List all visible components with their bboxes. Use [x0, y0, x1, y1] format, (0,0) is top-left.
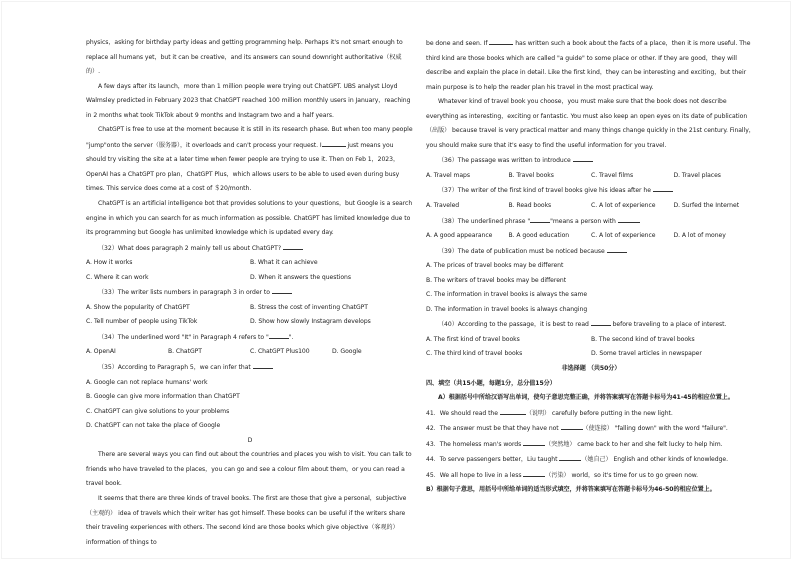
answer-blank	[618, 214, 640, 223]
option-row	[426, 347, 756, 362]
option: A. Traveled	[426, 202, 460, 210]
answer-blank	[269, 330, 289, 339]
option: D. Some travel articles in newspaper	[591, 350, 702, 358]
answer-blank	[489, 36, 513, 45]
answer-blank	[607, 244, 627, 253]
option-row	[86, 345, 414, 360]
answer-blank	[559, 452, 581, 461]
option: A. Google can not replace humans' work	[86, 378, 208, 386]
option: C. The information in travel books is always the same	[426, 291, 588, 299]
option-row	[86, 256, 414, 271]
answer-blank	[561, 421, 583, 430]
section-a-instruction: A）根据括号中所给汉语写出单词，使句子意思完整正确，并将答案填写在答题卡标号为41-45的相应位置上。	[438, 394, 734, 402]
option-row	[86, 271, 414, 286]
option: B. Stress the cost of inventing ChatGPT	[250, 303, 368, 311]
section-heading-d: D	[247, 436, 253, 444]
option: B. ChatGPT	[168, 348, 202, 356]
passage-d-paragraph: There are several ways you can find out about the countries and places you wish to visit. You can talk to friends who have traveled to the places，you can go and see a colour film about them，or you can read a travel book.	[86, 451, 412, 488]
question-35: （35）According to Paragraph 5，we can infer that	[86, 360, 414, 376]
question-41: 41．We should read the （说明） carefully before putting in the new light.	[426, 406, 756, 422]
option: C. ChatGPT Plus100	[250, 348, 310, 356]
question-45: 45．We all hope to live in a less （污染） world，so it's time for us to go green now.	[426, 468, 756, 484]
answer-blank	[530, 214, 550, 223]
option: B. The second kind of travel books	[591, 335, 695, 343]
option: B. Google can give more information than ChatGPT	[86, 393, 240, 401]
option: A. Show the popularity of ChatGPT	[86, 303, 190, 311]
option: D. Google	[332, 348, 362, 356]
option: B. Travel books	[508, 171, 554, 179]
question-38: （38）The underlined phrase " "means a person with	[426, 214, 756, 230]
question-32: （32）What does paragraph 2 mainly tell us about ChatGPT?	[86, 241, 414, 257]
option: B. A good education	[508, 232, 570, 240]
option-row	[86, 301, 414, 316]
question-43: 43．The homeless man's words （突然地） came back to her and she felt lucky to help him.	[426, 437, 756, 453]
nonchoice-heading: 非选择题 （共50分）	[561, 365, 621, 373]
question-37: （37）The writer of the first kind of travel books give his ideas after he	[426, 183, 756, 199]
answer-blank	[500, 406, 526, 415]
answer-blank	[591, 317, 611, 326]
option-row	[426, 229, 756, 244]
option: A. How it works	[86, 259, 133, 267]
passage-c-paragraph: A few days after its launch，more than 1 million people were trying out ChatGPT. UBS analyst Lloyd Walmsley predicted in February 2023 that ChatGPT reached 100 million monthly users in January，reaching in 2 months what took TikTok about 9 months and Instagram two and a half years.	[86, 82, 411, 119]
right-column	[426, 36, 756, 498]
option: B. Read books	[508, 202, 552, 210]
option: B. The writers of travel books may be different	[426, 276, 567, 284]
option: A. The first kind of travel books	[426, 335, 520, 343]
answer-blank	[523, 437, 545, 446]
option: C. ChatGPT can give solutions to your problems	[86, 407, 230, 415]
answer-blank	[523, 468, 545, 477]
option: A. The prices of travel books may be different	[426, 262, 564, 270]
option: C. Where it can work	[86, 273, 149, 281]
question-42: 42．The answer must be that they have not （使连接） "falling down" with the word "failure".	[426, 421, 756, 437]
option: D. When it answers the questions	[250, 273, 351, 281]
question-44: 44．To serve passengers better，Liu taught （她自己） English and other kinds of knowledge.	[426, 452, 756, 468]
option-row	[426, 199, 756, 214]
option: D. Show how slowly Instagram develops	[250, 318, 371, 326]
option-row	[426, 333, 756, 348]
passage-c-paragraph: ChatGPT is an artificial intelligence bot that provides solutions to your questions，but Google is a search engine in which you can search for as much information as possible. ChatGPT has limited knowledge due to its programming but Google has unlimited knowledge which is updated every day.	[86, 200, 413, 237]
passage-d-paragraph: be done and seen. If has written such a book about the facts of a place，then it is more useful. The third kind are those books which are called "a guide" to some place or other. If they are good，they will describe and explain the place in detail. Like the first kind，they can be interesting and exciting，but their main purpose is to help the reader plan his travel in the most practical way.	[426, 36, 756, 95]
question-40: （40）According to the passage，it is best to read before traveling to a place of interest.	[426, 317, 756, 333]
passage-d-paragraph: It seems that there are three kinds of travel books. The first are those that give a personal，subjective（主观的） idea of travels which their writer has got himself. These books can be useful if the writers share their traveling experiences with others. The second kind are those books which give objective（客观的） information of things to	[86, 494, 407, 546]
option: C. Tell number of people using TikTok	[86, 318, 198, 326]
passage-c-paragraph: physics，asking for birthday party ideas and getting programming help. Perhaps it's not smart enough to replace all humans yet，but it can be creative，and its answers can sound downright authoritative（权威的）.	[86, 39, 403, 76]
answer-blank	[253, 360, 273, 369]
section-b-instruction: B）根据句子意思，用括号中所给单词的适当形式填空，并将答案填写在答题卡标号为46-50的相应位置上。	[426, 486, 716, 494]
question-39: （39）The date of publication must be noticed because	[426, 244, 756, 260]
option-row	[86, 315, 414, 330]
question-34: （34）The underlined word "It" in Paragraph 4 refers to " ".	[86, 330, 414, 346]
option: C. Travel films	[591, 171, 634, 179]
section-4-heading: 四、填空（共15小题，每题1分，总分值15分）	[426, 379, 556, 387]
option: D. ChatGPT can not take the place of Google	[86, 422, 221, 430]
passage-d-paragraph: Whatever kind of travel book you choose，you must make sure that the book does not describe everything as interesting，exciting or fantastic. You must also keep an open eyes on its date of publication（出版） because travel is very practical matter and many things change quickly in the 21st century. Finally，you should make sure that it's easy to find the useful information for you travel.	[426, 98, 755, 149]
option: A. A good appearance	[426, 232, 493, 240]
option: A. OpenAI	[86, 348, 116, 356]
question-36: （36）The passage was written to introduce	[426, 153, 756, 169]
answer-blank	[322, 138, 346, 147]
answer-blank	[653, 183, 673, 192]
option: C. The third kind of travel books	[426, 350, 523, 358]
option: B. What it can achieve	[250, 259, 318, 267]
option-row	[426, 169, 756, 184]
answer-blank	[573, 153, 593, 162]
option: C. A lot of experience	[591, 232, 656, 240]
option: A. Travel maps	[426, 171, 470, 179]
option: C. A lot of experience	[591, 202, 656, 210]
option: D. A lot of money	[673, 232, 726, 240]
left-column	[86, 36, 414, 550]
option: D. Surfed the Internet	[673, 202, 740, 210]
answer-blank	[283, 241, 303, 250]
answer-blank	[272, 285, 292, 294]
passage-c-paragraph: ChatGPT is free to use at the moment because it is still in its research phase. But when too many people "jump"onto the server（服务器），it overloads and can't process your request. I just means you should try visiting the site at a later time when fewer people are trying to use it. Then on Feb 1，2023，OpenAI has a ChatGPT pro plan，ChatGPT Plus，which allows users to be able to used even during busy times. This service does come at a cost of ＄20/month.	[86, 126, 413, 193]
option: D. Travel places	[673, 171, 721, 179]
question-33: （33）The writer lists numbers in paragraph 3 in order to	[86, 285, 414, 301]
option: D. The information in travel books is always changing	[426, 305, 588, 313]
